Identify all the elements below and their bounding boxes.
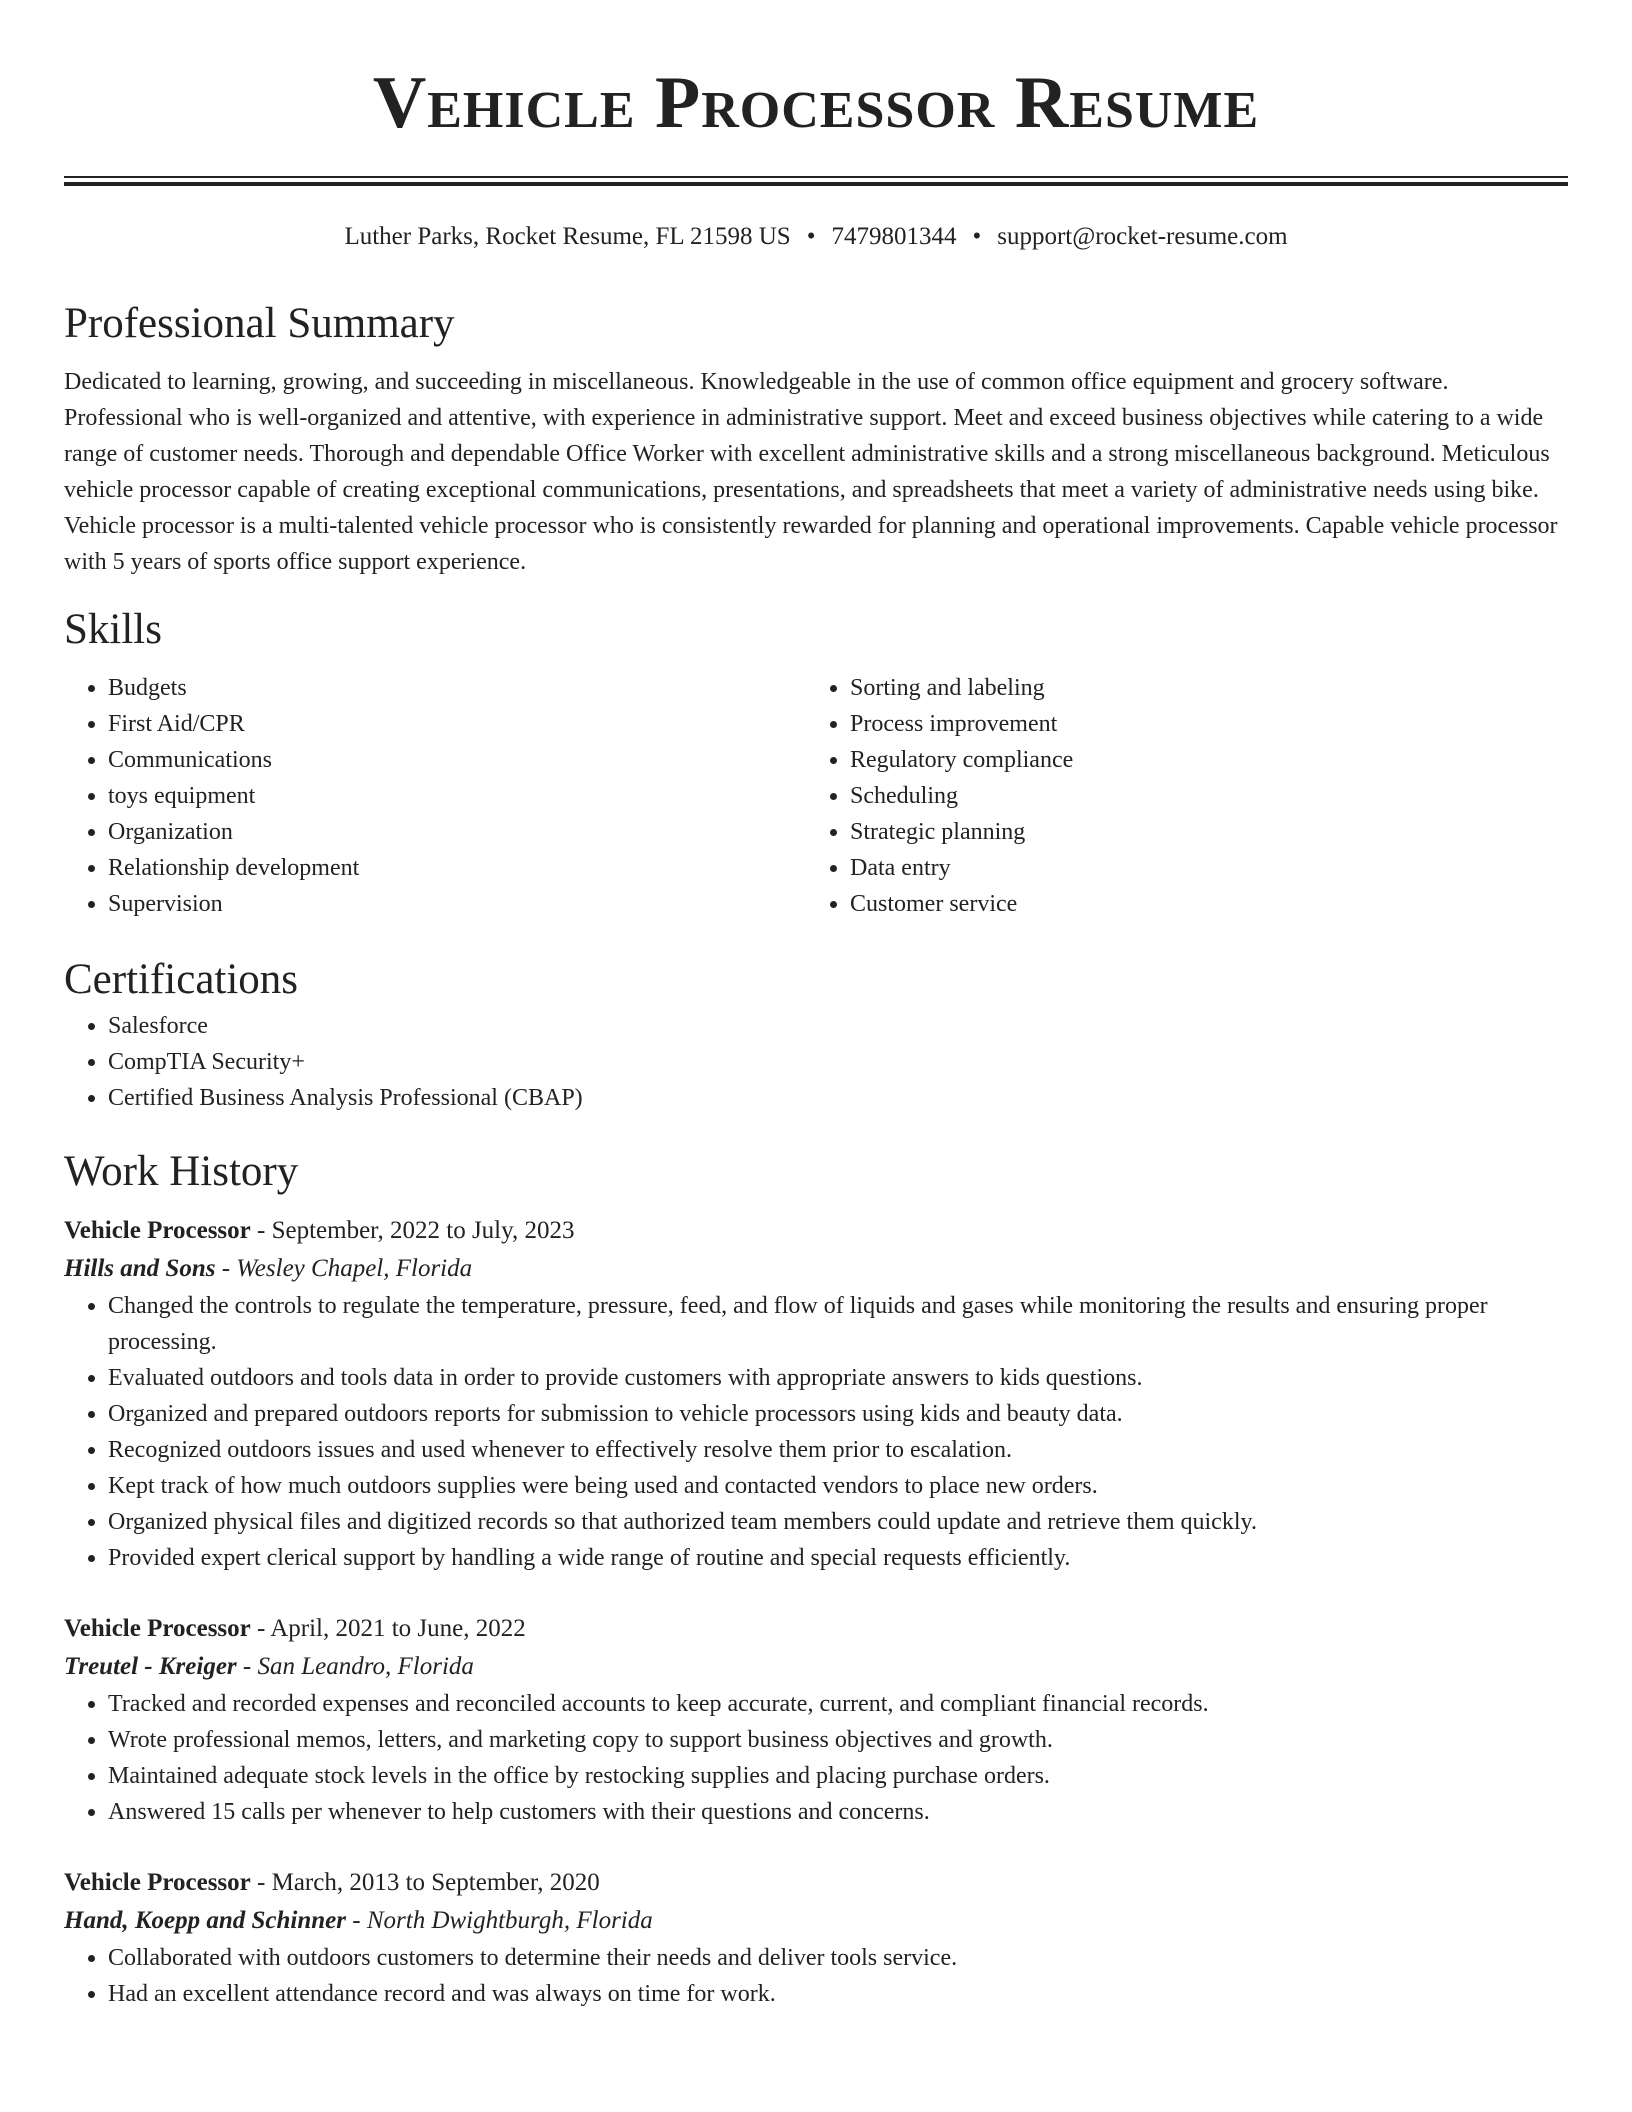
work-history-heading: Work History bbox=[64, 1148, 299, 1195]
job-bullet: • Had an excellent attendance record and was always on time for work. bbox=[108, 1976, 1568, 2012]
skills-list-left bbox=[64, 670, 806, 922]
skill-item: • Customer service bbox=[850, 886, 1548, 922]
contact-separator: • bbox=[972, 223, 982, 250]
skills-column-left bbox=[64, 670, 806, 922]
job-entry bbox=[64, 1212, 1568, 1576]
job-title: Vehicle Processor bbox=[64, 1217, 251, 1244]
job-bullet: • Organized and prepared outdoors reports for submission to vehicle processors using kids and beauty data. bbox=[108, 1396, 1568, 1432]
skill-item: • Regulatory compliance bbox=[850, 742, 1548, 778]
contact-separator: • bbox=[806, 223, 816, 250]
certification-item: • Certified Business Analysis Professional (CBAP) bbox=[108, 1080, 1568, 1116]
contact-address: Luther Parks, Rocket Resume, FL 21598 US bbox=[344, 223, 791, 250]
job-dates: - March, 2013 to September, 2020 bbox=[257, 1869, 600, 1896]
certification-item: • Salesforce bbox=[108, 1008, 1568, 1044]
summary-heading: Professional Summary bbox=[64, 300, 455, 347]
certifications-heading: Certifications bbox=[64, 956, 299, 1003]
job-company: Hills and Sons bbox=[64, 1255, 216, 1282]
job-bullet: • Organized physical files and digitized records so that authorized team members could update and retrieve them quickly. bbox=[108, 1504, 1568, 1540]
skills-grid bbox=[64, 670, 1568, 922]
job-dates: - April, 2021 to June, 2022 bbox=[257, 1615, 526, 1642]
job-bullet: • Evaluated outdoors and tools data in order to provide customers with appropriate answers to kids questions. bbox=[108, 1360, 1568, 1396]
skills-list-right bbox=[806, 670, 1548, 922]
skills-heading: Skills bbox=[64, 606, 162, 653]
skill-item: • Scheduling bbox=[850, 778, 1548, 814]
title-double-rule bbox=[64, 176, 1568, 186]
job-bullet-list bbox=[64, 1686, 1568, 1830]
skill-item: • toys equipment bbox=[108, 778, 806, 814]
skill-item: • Strategic planning bbox=[850, 814, 1548, 850]
contact-phone: 7479801344 bbox=[831, 223, 957, 250]
contact-line bbox=[64, 220, 1568, 254]
job-company-line bbox=[64, 1648, 1568, 1686]
job-bullet: • Kept track of how much outdoors supplies were being used and contacted vendors to place new orders. bbox=[108, 1468, 1568, 1504]
job-entry bbox=[64, 1610, 1568, 1830]
skill-item: • Organization bbox=[108, 814, 806, 850]
summary-text: Dedicated to learning, growing, and succeeding in miscellaneous. Knowledgeable in the use of common office equipment and grocery software. Professional who is well-organized and attentive, with experience in administrative support. Meet and exceed business objectives while catering to a wide range of customer needs. Thorough and dependable Office Worker with excellent administrative skills and a strong miscellaneous background. Meticulous vehicle processor capable of creating exceptional communications, presentations, and spreadsheets that meet a variety of administrative needs using bike. Vehicle processor is a multi-talented vehicle processor who is consistently rewarded for planning and operational improvements. Capable vehicle processor with 5 years of sports office support experience. bbox=[64, 369, 1558, 575]
job-bullet-list bbox=[64, 1940, 1568, 2012]
job-bullet: • Provided expert clerical support by handling a wide range of routine and special requests efficiently. bbox=[108, 1540, 1568, 1576]
skill-item: • Relationship development bbox=[108, 850, 806, 886]
job-dates: - September, 2022 to July, 2023 bbox=[257, 1217, 575, 1244]
skill-item: • First Aid/CPR bbox=[108, 706, 806, 742]
skill-item: • Communications bbox=[108, 742, 806, 778]
job-company: Hand, Koepp and Schinner bbox=[64, 1907, 347, 1934]
job-bullet: • Recognized outdoors issues and used whenever to effectively resolve them prior to escalation. bbox=[108, 1432, 1568, 1468]
job-company-line bbox=[64, 1902, 1568, 1940]
certification-item: • CompTIA Security+ bbox=[108, 1044, 1568, 1080]
job-bullet: • Changed the controls to regulate the temperature, pressure, feed, and flow of liquids and gases while monitoring the results and ensuring proper processing. bbox=[108, 1288, 1568, 1360]
job-location: - North Dwightburgh, Florida bbox=[352, 1907, 653, 1934]
job-title-line bbox=[64, 1212, 1568, 1250]
skill-item: • Supervision bbox=[108, 886, 806, 922]
job-title: Vehicle Processor bbox=[64, 1615, 251, 1642]
job-title: Vehicle Processor bbox=[64, 1869, 251, 1896]
job-location: - San Leandro, Florida bbox=[242, 1653, 474, 1680]
skill-item: • Data entry bbox=[850, 850, 1548, 886]
job-bullet: • Answered 15 calls per whenever to help customers with their questions and concerns. bbox=[108, 1794, 1568, 1830]
job-bullet: • Maintained adequate stock levels in the office by restocking supplies and placing purchase orders. bbox=[108, 1758, 1568, 1794]
skill-item: • Budgets bbox=[108, 670, 806, 706]
skill-item: • Process improvement bbox=[850, 706, 1548, 742]
skills-column-right bbox=[806, 670, 1548, 922]
document-title: Vehicle Processor Resume bbox=[372, 62, 1260, 144]
certifications-list bbox=[64, 1008, 1568, 1116]
job-title-line bbox=[64, 1610, 1568, 1648]
job-bullet: • Collaborated with outdoors customers to determine their needs and deliver tools service. bbox=[108, 1940, 1568, 1976]
job-bullet-list bbox=[64, 1288, 1568, 1576]
job-location: - Wesley Chapel, Florida bbox=[221, 1255, 473, 1282]
job-bullet: • Wrote professional memos, letters, and marketing copy to support business objectives and growth. bbox=[108, 1722, 1568, 1758]
job-title-line bbox=[64, 1864, 1568, 1902]
job-entry bbox=[64, 1864, 1568, 2012]
skill-item: • Sorting and labeling bbox=[850, 670, 1548, 706]
job-bullet: • Tracked and recorded expenses and reconciled accounts to keep accurate, current, and compliant financial records. bbox=[108, 1686, 1568, 1722]
job-company: Treutel - Kreiger bbox=[64, 1653, 237, 1680]
contact-email: support@rocket-resume.com bbox=[997, 223, 1288, 250]
job-company-line bbox=[64, 1250, 1568, 1288]
